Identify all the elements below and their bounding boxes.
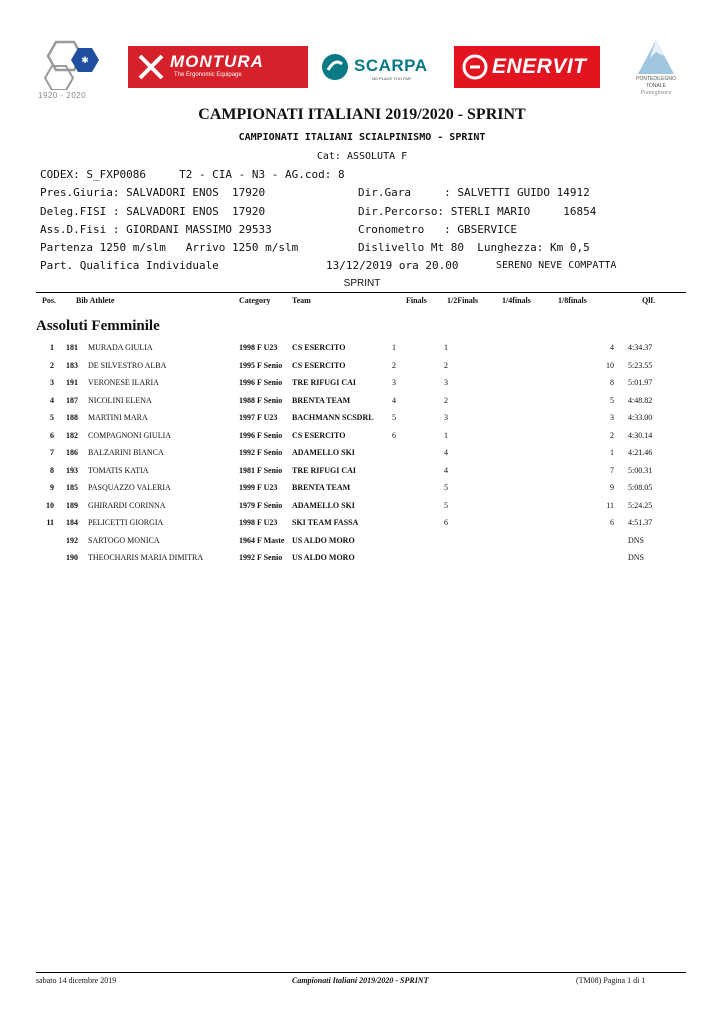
cell-finals: 3: [392, 378, 396, 387]
cell-finals: 1: [392, 343, 396, 352]
cell-bib: 187: [66, 395, 78, 405]
cell-finals: 5: [392, 413, 396, 422]
enervit-mark-icon: [460, 52, 490, 82]
cell-cat: 1998 F U23: [239, 518, 278, 527]
cell-name: TOMATIS KATIA: [88, 465, 149, 475]
footer-date: sabato 14 dicembre 2019: [36, 976, 117, 985]
section-title: Assoluti Femminile: [36, 318, 160, 334]
table-row: [0, 536, 724, 552]
cell-bib: 186: [66, 448, 78, 457]
cell-team: SKI TEAM FASSA: [292, 518, 359, 527]
cell-qlf: 4:34.37: [628, 343, 653, 352]
cell-qlf: 5:01.97: [628, 378, 653, 387]
mountain-icon: [626, 36, 686, 76]
table-row: [0, 343, 724, 359]
weather-conditions: SERENO NEVE COMPATTA: [496, 260, 617, 271]
cell-name: SARTOGO MONICA: [88, 535, 160, 545]
cell-semi: 5: [444, 500, 448, 510]
cell-name: DE SILVESTRO ALBA: [88, 360, 167, 370]
cell-name: MARTINI MARA: [88, 413, 148, 422]
cell-eighth: 6: [610, 518, 614, 527]
cell-team: CS ESERCITO: [292, 343, 346, 352]
cell-team: TRE RIFUGI CAI: [292, 465, 357, 475]
cell-eighth: 8: [610, 378, 614, 387]
cell-eighth: 2: [610, 430, 614, 440]
cell-bib: 191: [66, 378, 78, 387]
cell-pos: 9: [50, 483, 54, 492]
cell-cat: 1988 F Senio: [239, 395, 283, 405]
cell-team: BRENTA TEAM: [292, 395, 351, 405]
cell-bib: 189: [66, 500, 78, 510]
cell-qlf: 4:51.37: [628, 518, 653, 527]
scarpa-mark-icon: [320, 52, 350, 82]
cell-qlf: 4:21.46: [628, 448, 653, 457]
ponte-line2: TONALE: [646, 83, 666, 89]
cell-semi: 4: [444, 448, 448, 457]
cell-team: ADAMELLO SKI: [292, 448, 355, 457]
pontedilegno-logo: [626, 36, 686, 100]
cell-pos: 10: [46, 500, 54, 510]
cell-team: BACHMANN SCSDRL: [292, 413, 374, 422]
table-row: [0, 396, 724, 412]
cell-bib: 183: [66, 360, 78, 370]
category-label: Cat: ASSOLUTA F: [316, 151, 408, 162]
sprint-label: SPRINT: [343, 278, 381, 289]
cell-team: US ALDO MORO: [292, 535, 355, 545]
table-row: [0, 466, 724, 482]
cell-qlf: DNS: [628, 553, 645, 562]
col-category: Category: [239, 296, 271, 305]
cell-eighth: 11: [606, 500, 614, 510]
montura-mark-icon: [136, 52, 166, 82]
cell-semi: 1: [444, 343, 448, 352]
cell-eighth: 5: [610, 395, 614, 405]
table-row: [0, 501, 724, 517]
cell-name: BALZARINI BIANCA: [88, 448, 164, 457]
cell-cat: 1999 F U23: [239, 483, 278, 492]
page-subtitle: CAMPIONATI ITALIANI SCIALPINISMO - SPRINT: [238, 132, 486, 143]
sponsor-logos: [36, 36, 686, 100]
cell-qlf: 4:30.14: [628, 430, 653, 440]
cell-bib: 192: [66, 535, 78, 545]
cell-pos: 8: [50, 465, 54, 475]
cell-team: BRENTA TEAM: [292, 483, 351, 492]
cell-qlf: 5:24.25: [628, 500, 653, 510]
cell-name: VERONESE ILARIA: [88, 378, 159, 387]
cell-bib: 188: [66, 413, 78, 422]
cell-cat: 1998 F U23: [239, 343, 278, 352]
col-eighth-finals: 1/8finals: [558, 296, 587, 305]
footer-page: (TM08) Pagina 1 di 1: [576, 976, 646, 985]
col-semi-finals: 1/2Finals: [447, 296, 479, 305]
page-title: CAMPIONATI ITALIANI 2019/2020 - SPRINT: [198, 106, 526, 123]
table-row: [0, 431, 724, 447]
cell-finals: 2: [392, 360, 396, 370]
codex-line: CODEX: S_FXP0086 T2 - CIA - N3 - AG.cod: 8: [40, 168, 345, 181]
race-datetime: 13/12/2019 ora 20.00: [326, 259, 459, 272]
cell-qlf: DNS: [628, 535, 645, 545]
col-team: Team: [292, 296, 311, 305]
cell-name: PASQUAZZO VALERIA: [88, 483, 171, 492]
fisi-hexagon-icon: [36, 36, 108, 90]
table-row: [0, 361, 724, 377]
cell-bib: 182: [66, 430, 78, 440]
cell-eighth: 9: [610, 483, 614, 492]
cell-cat: 1979 F Senio: [239, 500, 283, 510]
cell-bib: 185: [66, 483, 78, 492]
cell-eighth: 10: [606, 360, 614, 370]
col-quarter-finals: 1/4finals: [502, 296, 531, 305]
cell-cat: 1981 F Senio: [239, 465, 283, 475]
cell-name: NICOLINI ELENA: [88, 395, 152, 405]
ponte-line3: Ponteginstra: [640, 90, 672, 96]
cell-pos: 6: [50, 430, 54, 440]
cell-team: ADAMELLO SKI: [292, 500, 355, 510]
enervit-text: ENERVIT: [492, 55, 587, 78]
cell-pos: 4: [50, 395, 54, 405]
cell-qlf: 5:08.05: [628, 483, 653, 492]
cell-cat: 1964 F Maste: [239, 535, 285, 545]
table-row: [0, 448, 724, 464]
cell-cat: 1992 F Senio: [239, 553, 283, 562]
partenza-arrivo: Partenza 1250 m/slm Arrivo 1250 m/slm: [40, 241, 299, 254]
deleg-fisi: Deleg.FISI : SALVADORI ENOS 17920: [40, 205, 266, 218]
cell-cat: 1996 F Senio: [239, 378, 283, 387]
header-divider: [36, 292, 686, 293]
cell-team: CS ESERCITO: [292, 430, 346, 440]
cell-semi: 3: [444, 413, 448, 422]
cell-bib: 193: [66, 465, 78, 475]
cell-eighth: 3: [610, 413, 614, 422]
col-finals: Finals: [406, 296, 427, 305]
pres-giuria: Pres.Giuria: SALVADORI ENOS 17920: [40, 186, 266, 199]
cell-semi: 5: [444, 483, 448, 492]
cell-finals: 4: [392, 395, 396, 405]
cell-cat: 1997 F U23: [239, 413, 278, 422]
col-pos: Pos.: [42, 296, 56, 305]
dir-gara: Dir.Gara : SALVETTI GUIDO 14912: [358, 186, 590, 199]
cell-semi: 1: [444, 430, 448, 440]
cell-semi: 2: [444, 360, 448, 370]
cell-bib: 181: [66, 343, 78, 352]
table-row: [0, 483, 724, 499]
cell-pos: 2: [50, 360, 54, 370]
cell-bib: 184: [66, 518, 78, 527]
ponte-line1: PONTEDILEGNO: [636, 76, 676, 82]
cell-team: CS ESERCITO: [292, 360, 346, 370]
cell-cat: 1996 F Senio: [239, 430, 283, 440]
cell-cat: 1992 F Senio: [239, 448, 283, 457]
enervit-logo: [454, 46, 600, 88]
footer-divider: [36, 972, 686, 973]
dislivello: Dislivello Mt 80 Lunghezza: Km 0,5: [358, 241, 590, 254]
cell-semi: 6: [444, 518, 448, 527]
table-row: [0, 413, 724, 429]
footer-title: Campionati Italiani 2019/2020 - SPRINT: [292, 976, 429, 985]
montura-subtext: The Ergonomic Equipage: [174, 72, 242, 78]
cell-pos: 7: [50, 448, 54, 457]
cell-semi: 2: [444, 395, 448, 405]
cell-team: TRE RIFUGI CAI: [292, 378, 357, 387]
scarpa-subtext: NO PLACE TOO FAR: [372, 76, 411, 81]
scarpa-text: SCARPA: [354, 56, 428, 75]
cell-team: US ALDO MORO: [292, 553, 355, 562]
cell-name: COMPAGNONI GIULIA: [88, 430, 172, 440]
montura-logo: [128, 46, 308, 88]
cell-name: PELICETTI GIORGIA: [88, 518, 164, 527]
svg-text:✱: ✱: [81, 56, 89, 66]
cell-name: GHIRARDI CORINNA: [88, 500, 166, 510]
table-row: [0, 378, 724, 394]
cell-pos: 5: [50, 413, 54, 422]
cell-pos: 11: [46, 518, 54, 527]
cell-semi: 4: [444, 465, 448, 475]
cell-pos: 3: [50, 378, 54, 387]
dir-percorso: Dir.Percorso: STERLI MARIO 16854: [358, 205, 597, 218]
cell-qlf: 5:23.55: [628, 360, 653, 370]
montura-text: MONTURA: [170, 52, 264, 71]
cronometro: Cronometro : GBSERVICE: [358, 223, 517, 236]
cell-pos: 1: [50, 343, 54, 352]
table-row: [0, 553, 724, 569]
cell-name: MURADA GIULIA: [88, 343, 153, 352]
scarpa-logo: [318, 46, 446, 88]
col-bib-athlete: Bib Athlete: [76, 296, 115, 305]
cell-eighth: 7: [610, 465, 614, 475]
cell-name: THEOCHARIS MARIA DIMITRA: [88, 553, 204, 562]
cell-qlf: 4:48.82: [628, 395, 653, 405]
cell-eighth: 4: [610, 343, 614, 352]
fisi-years: 1920 - 2020: [38, 91, 87, 100]
cell-semi: 3: [444, 378, 448, 387]
cell-eighth: 1: [610, 448, 614, 457]
qualifica: Part. Qualifica Individuale: [40, 259, 219, 272]
ass-fisi: Ass.D.Fisi : GIORDANI MASSIMO 29533: [40, 223, 272, 236]
cell-qlf: 4:33.00: [628, 413, 653, 422]
cell-finals: 6: [392, 430, 396, 440]
table-row: [0, 518, 724, 534]
col-qlf: Qlf.: [642, 296, 656, 305]
cell-bib: 190: [66, 553, 78, 562]
cell-cat: 1995 F Senio: [239, 360, 283, 370]
cell-qlf: 5:00.31: [628, 465, 653, 475]
fisi-logo: [36, 36, 108, 100]
